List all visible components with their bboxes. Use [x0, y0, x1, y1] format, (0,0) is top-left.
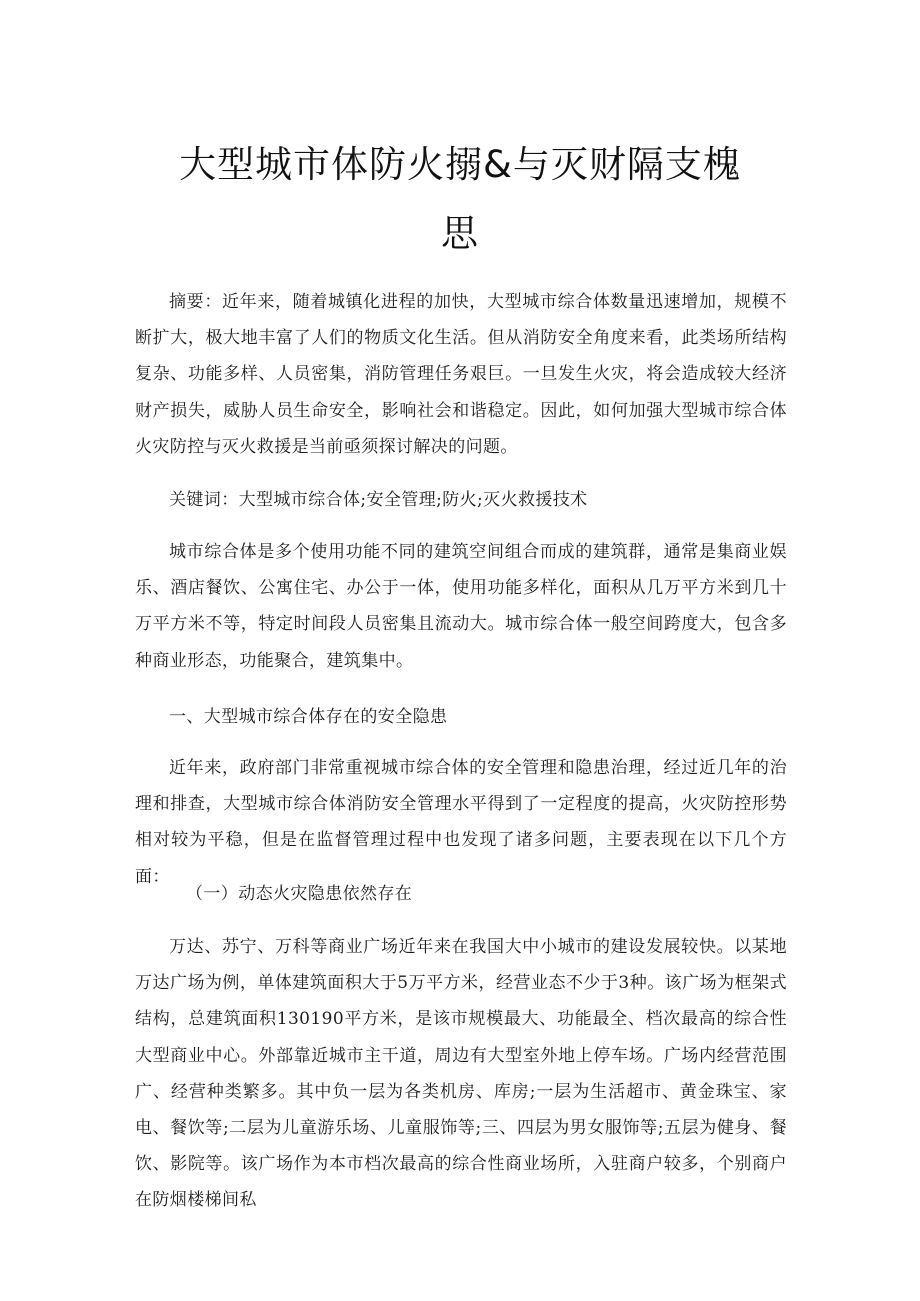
keywords-line: 关键词：大型城市综合体;安全管理;防火;灭火救援技术: [169, 490, 588, 510]
abstract-paragraph: 摘要：近年来，随着城镇化进程的加快，大型城市综合体数量迅速增加，规模不断扩大，极大地丰富了人们的物质文化生活。但从消防安全角度来看，此类场所结构复杂、功能多样、人员密集，消防管理任务艰巨。一旦发生火灾，将会造成较大经济财产损失，威胁人员生命安全，影响社会和谐稳定。因此，如何加强大型城市综合体火灾防控与灭火救援是当前亟须探讨解决的问题。: [135, 292, 787, 457]
document-title-line-1: 大型城市体防火搦&与灭财隔支槐: [179, 143, 741, 186]
document-title-line-2: 思: [441, 212, 479, 255]
intro-paragraph: 城市综合体是多个使用功能不同的建筑空间组合而成的建筑群，通常是集商业娱乐、酒店餐饮、公寓住宅、办公于一体，使用功能多样化，面积从几万平方米到几十万平方米不等，特定时间段人员密集且流动大。城市综合体一般空间跨度大，包含多种商业形态，功能聚合，建筑集中。: [135, 542, 787, 671]
subsection-1-paragraph: 万达、苏宁、万科等商业广场近年来在我国大中小城市的建设发展较快。以某地万达广场为例，单体建筑面积大于5万平方米，经营业态不少于3种。该广场为框架式结构，总建筑面积130190平方米，是该市规模最大、功能最全、档次最高的综合性大型商业中心。外部靠近城市主干道，周边有大型室外地上停车场。广场内经营范围广、经营种类繁多。其中负一层为各类机房、库房;一层为生活超市、黄金珠宝、家电、餐饮等;二层为儿童游乐场、儿童服饰等;三、四层为男女服饰等;五层为健身、餐饮、影院等。该广场作为本市档次最高的综合性商业场所，入驻商户较多，个别商户在防烟楼梯间私: [135, 937, 787, 1211]
section-heading-1: 一、大型城市综合体存在的安全隐患: [169, 707, 448, 727]
section-1-paragraph: 近年来，政府部门非常重视城市综合体的安全管理和隐患治理，经过近几年的治理和排查，大型城市综合体消防安全管理水平得到了一定程度的提高，火灾防控形势相对较为平稳，但是在监督管理过程中也发现了诸多问题，主要表现在以下几个方面：: [135, 758, 787, 887]
subsection-heading-1: （一）动态火灾隐患依然存在: [186, 884, 413, 904]
